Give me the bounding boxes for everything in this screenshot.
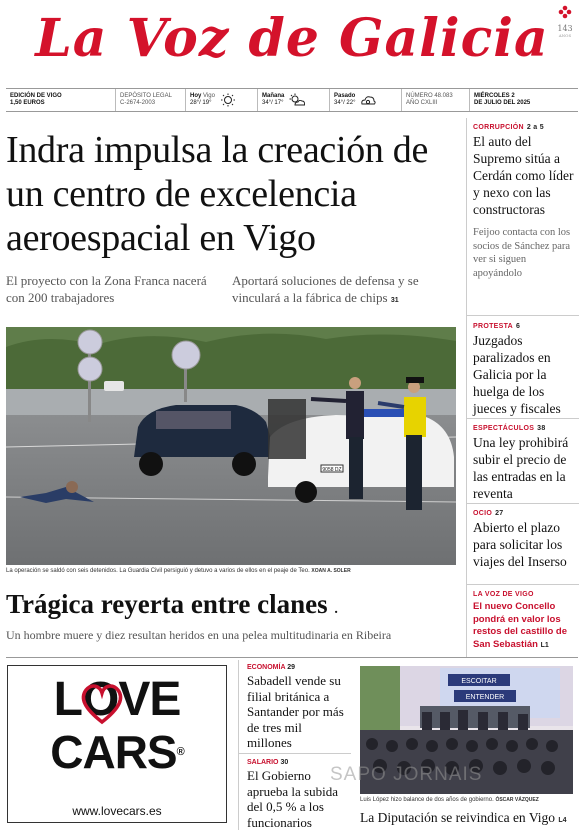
story-headline: El nuevo Concello pondrá en valor los restos del castillo de San Sebastián (473, 601, 567, 650)
bottom-photo-caption (360, 797, 573, 803)
right-story-corruption[interactable] (473, 124, 577, 280)
legal-deposit-value: C-2674-2003 (120, 100, 156, 106)
ad-url[interactable]: www.lovecars.es (72, 804, 162, 818)
photo-caption (6, 568, 456, 574)
lead-subheadline-1: El proyecto con la Zona Franca nacerá con 200 trabajadores (6, 273, 207, 305)
legal-deposit-label: DEPÓSITO LEGAL (120, 92, 172, 99)
page-reference: L4 (558, 817, 567, 824)
tomorrow-label: Mañana (262, 92, 285, 99)
story-headline: Sabadell vende su filial británica a Santander por más de tres mil millones (247, 673, 344, 750)
right-story-leisure[interactable] (473, 510, 577, 570)
page-reference: 27 (495, 510, 504, 517)
anniversary-number: 143 (557, 24, 573, 33)
page-reference: 2 a 5 (526, 124, 544, 131)
lead-headline[interactable]: Indra impulsa la creación de un centro de excelencia aeroespacial en Vigo (6, 129, 429, 259)
today-temps: 28°/ 19° (190, 100, 212, 106)
after-tomorrow-label: Pasado (334, 92, 356, 99)
divider (6, 657, 578, 658)
bottom-headline-text: La Diputación se reivindica en Vigo (360, 810, 556, 825)
newspaper-title: La Voz de Galicia (35, 8, 549, 69)
partly-cloudy-icon (288, 93, 306, 107)
lovecars-ad[interactable] (7, 665, 227, 823)
bottom-photo-headline[interactable] (360, 810, 580, 826)
cloud-sun-icon (359, 93, 377, 107)
second-headline-page: . (334, 602, 338, 617)
section-label: CORRUPCIÓN (473, 124, 524, 131)
story-headline: El Gobierno aprueba la subida del 0,5 % a los funcionarios (247, 768, 338, 830)
story-headline: Juzgados paralizados en Galicia por la huelga de los jueces y fiscales (473, 333, 561, 416)
lead-subheadline-2-text: Aportará soluciones de defensa y se vinculará a la fábrica de chips (232, 273, 419, 305)
banner-2: ENTENDER (465, 694, 505, 701)
today-city: Vigo (203, 92, 215, 99)
lead-subheadline-2 (232, 272, 462, 309)
page-reference: 30 (280, 759, 289, 766)
mid-story-economy[interactable] (247, 664, 347, 751)
second-headline[interactable] (6, 588, 456, 626)
bottom-photo-caption-text: Luis López hizo balance de dos años de gobierno. (360, 797, 494, 803)
divider (467, 418, 579, 419)
photo-caption-text: La operación se saldó con seis detenidos. La Guardia Civil persiguió y detuvo a varios de ellos en el peaje de Teo. (6, 568, 310, 574)
price-label: 1,50 EUROS (10, 100, 45, 106)
tomorrow-temps: 34°/ 17° (262, 100, 284, 106)
license-plate: 9058 DZ (322, 467, 342, 473)
issue-year: AÑO CXLIII (406, 100, 438, 106)
anniversary-text: ANOS (558, 33, 572, 38)
heart-icon (78, 680, 126, 726)
middle-column (238, 660, 350, 830)
section-label: PROTESTA (473, 323, 513, 330)
right-column (466, 118, 578, 658)
banner-1: ESCOITAR (461, 678, 497, 685)
section-label: SALARIO (247, 759, 279, 766)
registered-mark: ® (176, 746, 184, 758)
page-reference: L1 (540, 641, 549, 649)
page-reference: 6 (516, 323, 521, 330)
page-reference: 31 (390, 297, 399, 304)
divider (239, 753, 351, 754)
date-line-1: MIÉRCOLES 2 (474, 92, 515, 99)
bottom-photo-credit: ÓSCAR VÁZQUEZ (495, 797, 539, 803)
section-label: ESPECTÁCULOS (473, 425, 535, 432)
second-headline-text: Trágica reyerta entre clanes (6, 589, 328, 619)
info-bar (6, 88, 578, 112)
main-photo[interactable] (6, 327, 456, 565)
divider (467, 503, 579, 504)
section-label: OCIO (473, 510, 493, 517)
anniversary-badge (552, 4, 578, 38)
photo-credit: XOAN A. SOLER (311, 568, 351, 574)
section-label: ECONOMÍA (247, 664, 286, 671)
right-story-protest[interactable] (473, 323, 577, 417)
section-label: LA VOZ DE VIGO (473, 591, 534, 598)
flower-icon (558, 5, 572, 19)
edition-label: EDICIÓN DE VIGO (10, 92, 62, 99)
today-label: Hoy (190, 92, 202, 99)
masthead (0, 0, 584, 86)
second-subheadline: Un hombre muere y diez resultan heridos en una pelea multitudinaria en Ribeira (6, 628, 392, 642)
ad-line-2 (8, 726, 226, 778)
divider (467, 315, 579, 316)
ad-line-2-text: CARS (50, 726, 177, 778)
divider (467, 584, 579, 585)
story-headline: El auto del Supremo sitúa a Cerdán como líder y nexo con las constructoras (473, 134, 574, 217)
ad-line-1-text: LOVE (53, 673, 181, 726)
date-line-2: DE JULIO DEL 2025 (474, 100, 531, 106)
sun-icon (219, 93, 237, 107)
page-reference: 29 (287, 664, 295, 671)
issue-number: NÚMERO 48.083 (406, 92, 453, 99)
right-story-shows[interactable] (473, 425, 577, 502)
page-reference: 38 (537, 425, 546, 432)
main-photo-illustration (6, 327, 456, 565)
right-story-vigo[interactable] (473, 591, 577, 652)
story-headline: Abierto el plazo para solicitar los viajes del Inserso (473, 520, 567, 569)
story-headline: Una ley prohibirá subir el precio de las entradas en la reventa (473, 435, 569, 501)
after-tomorrow-temps: 34°/ 22° (334, 100, 356, 106)
story-summary: Feijoo contacta con los socios de Sánchez para ver si siguen apoyándolo (473, 227, 571, 279)
watermark: SAPO JORNAIS (330, 764, 483, 785)
